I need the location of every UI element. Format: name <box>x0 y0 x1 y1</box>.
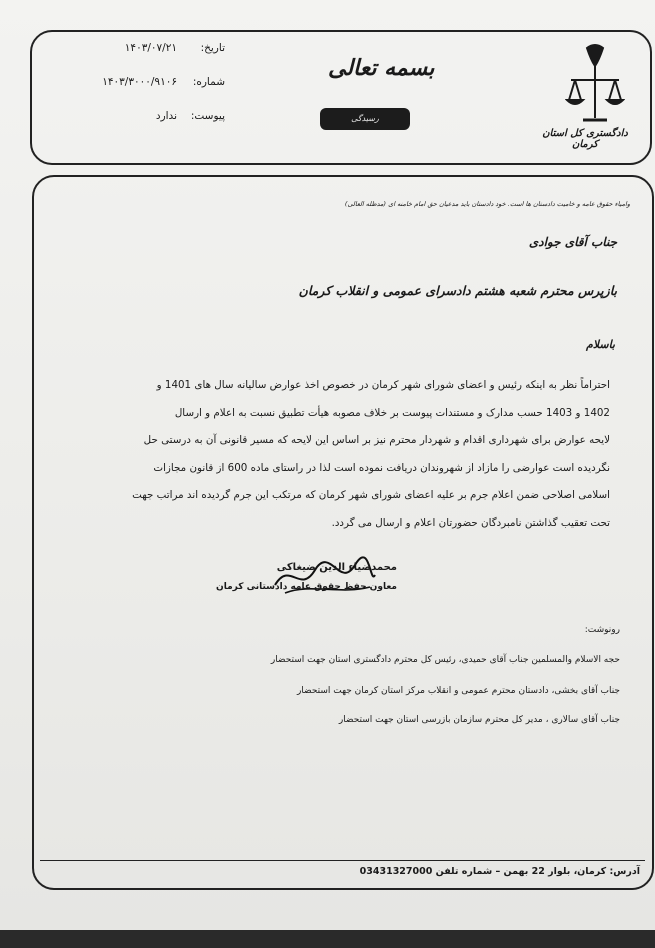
paragraph-line: اسلامی اصلاحی ضمن اعلام جرم بر علیه اعضای شورای شهر کرمان که مرتکب این جرم گردیده اند مراتب جهت <box>132 489 610 501</box>
paragraph-line: تحت تعقیب گذاشتن نامبردگان حضورتان اعلام و ارسال می گردد. <box>331 516 610 529</box>
number-row <box>75 76 225 110</box>
cc-line: جناب آقای سالاری ، مدیر کل محترم سازمان بازرسی استان جهت استحضار <box>338 715 620 725</box>
footer-divider <box>40 860 645 861</box>
header-quote-right: وامیاء حقوق عامه و خامیت دادستان ها است. خود دادستان باید مدعیان حق <box>427 200 630 208</box>
paragraph-line: نگردیده است عوارضی را مازاد از شهروندان دریافت نموده است لذا در راستای ماده 600 از قانون مجازات <box>153 461 610 474</box>
signer-title: معاون حفظ حقوق عامه دادستانی کرمان <box>216 582 397 592</box>
number-value: ۱۴۰۳/۳۰۰۰/۹۱۰۶ <box>102 76 177 88</box>
date-value: ۱۴۰۳/۰۷/۲۱ <box>124 42 177 54</box>
footer-address: آدرس: کرمان، بلوار 22 بهمن – شماره تلفن 03431327000 <box>359 866 640 877</box>
addressee-name: جناب آقای جوادی <box>528 235 617 249</box>
organization-name: دادگستری کل استان کرمان <box>542 128 628 150</box>
header-quote <box>344 200 630 208</box>
date-label: تاریخ: <box>200 42 225 54</box>
cc-line: جناب آقای بخشی، دادستان محترم عمومی و انقلاب مرکز استان کرمان جهت استحضار <box>296 686 620 696</box>
bismillah-heading: بسمه تعالی <box>328 55 435 81</box>
scales-emblem-icon <box>565 40 625 130</box>
paragraph-line: لایحه عوارض برای شهرداری اقدام و شهردار محترم نیز بر اساس این لایحه که مسیر قانونی آن به درستی حل <box>143 434 610 446</box>
letter-paragraph <box>60 372 610 537</box>
number-label: شماره: <box>192 76 225 88</box>
attachment-value: ندارد <box>155 110 177 122</box>
addressee-title: بازپرس محترم شعبه هشتم دادسرای عمومی و انقلاب کرمان <box>298 283 617 298</box>
cc-heading: رونوشت: <box>584 625 620 635</box>
calligraphy-stamp: رسیدگی <box>320 108 410 130</box>
header-quote-attribution: امام خامنه ای (مدظله العالی) <box>344 200 426 208</box>
attachment-label: پیوست: <box>190 110 225 122</box>
signer-name: محمدضیاء الدین ضیغاکی <box>276 562 397 573</box>
letter-meta <box>75 42 225 144</box>
date-row <box>75 42 225 76</box>
bottom-bar <box>0 930 655 948</box>
greeting: باسلام <box>585 338 615 351</box>
attachment-row <box>75 110 225 144</box>
paragraph-line: احتراماً نظر به اینکه رئیس و اعضای شورای شهر کرمان در خصوص اخذ عوارض سالیانه سال های 1401 و <box>156 379 610 391</box>
paragraph-line: 1402 و 1403 حسب مدارک و مستندات پیوست بر خلاف مصوبه هیأت تطبیق نسبت به اعلام و ارسال <box>174 406 610 419</box>
cc-line: حجه الاسلام والمسلمین جناب آقای حمیدی، رئیس کل محترم دادگستری استان جهت استحضار <box>270 655 620 665</box>
